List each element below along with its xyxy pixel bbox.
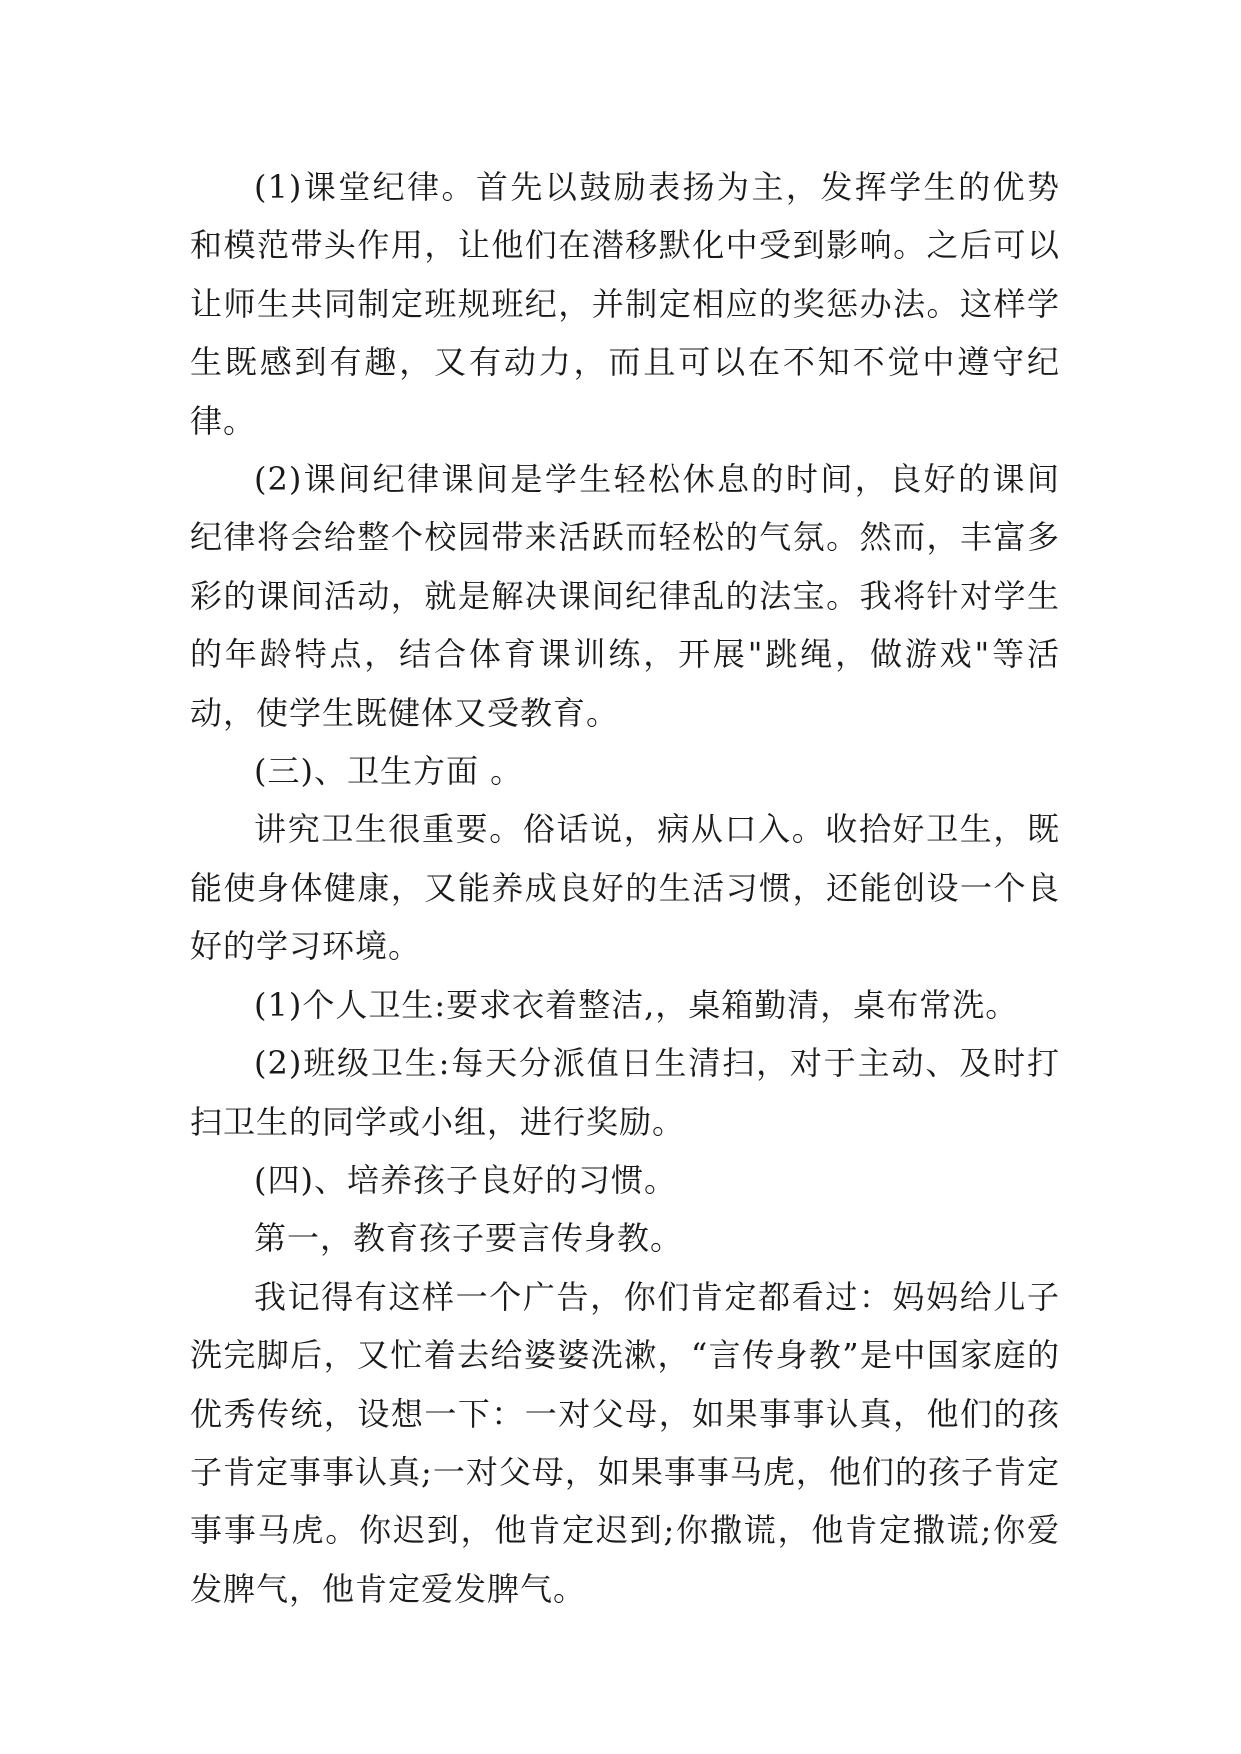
paragraph-personal-hygiene: (1)个人卫生:要求衣着整洁,，桌箱勤清，桌布常洗。 [254,985,1019,1024]
section-heading-hygiene: (三)、卫生方面 。 [254,752,524,791]
paragraph-advertisement-example: 我记得有这样一个广告，你们肯定都看过：妈妈给儿子洗完脚后，又忙着去给婆婆洗漱，“言传身教”是中国家庭的优秀传统，设想一下：一对父母，如果事事认真，他们的孩子肯定事事认真;一对父母，如果事事马虎，他们的孩子肯定事事马虎。你迟到，他肯定迟到;你撒谎，他肯定撒谎;你爱发脾气，他肯定爱发脾气。 [190,1277,1060,1608]
paragraph-classroom-discipline: (1)课堂纪律。首先以鼓励表扬为主，发挥学生的优势和模范带头作用，让他们在潜移默化中受到影响。之后可以让师生共同制定班规班纪，并制定相应的奖惩办法。这样学生既感到有趣，又有动力，而且可以在不知不觉中遵守纪律。 [190,168,1060,440]
paragraph-lead-by-example: 第一，教育孩子要言传身教。 [254,1219,684,1258]
paragraph-recess-discipline: (2)课间纪律课间是学生轻松休息的时间，良好的课间纪律将会给整个校园带来活跃而轻松的气氛。然而，丰富多彩的课间活动，就是解决课间纪律乱的法宝。我将针对学生的年龄特点，结合体育课训练，开展"跳绳，做游戏"等活动，使学生既健体又受教育。 [190,460,1060,732]
document-body [190,158,1060,1618]
paragraph-class-hygiene: (2)班级卫生:每天分派值日生清扫，对于主动、及时打扫卫生的同学或小组，进行奖励。 [190,1044,1060,1141]
section-heading-habits: (四)、培养孩子良好的习惯。 [254,1160,677,1199]
paragraph-hygiene-intro: 讲究卫生很重要。俗话说，病从口入。收拾好卫生，既能使身体健康，又能养成良好的生活习惯，还能创设一个良好的学习环境。 [190,810,1060,966]
